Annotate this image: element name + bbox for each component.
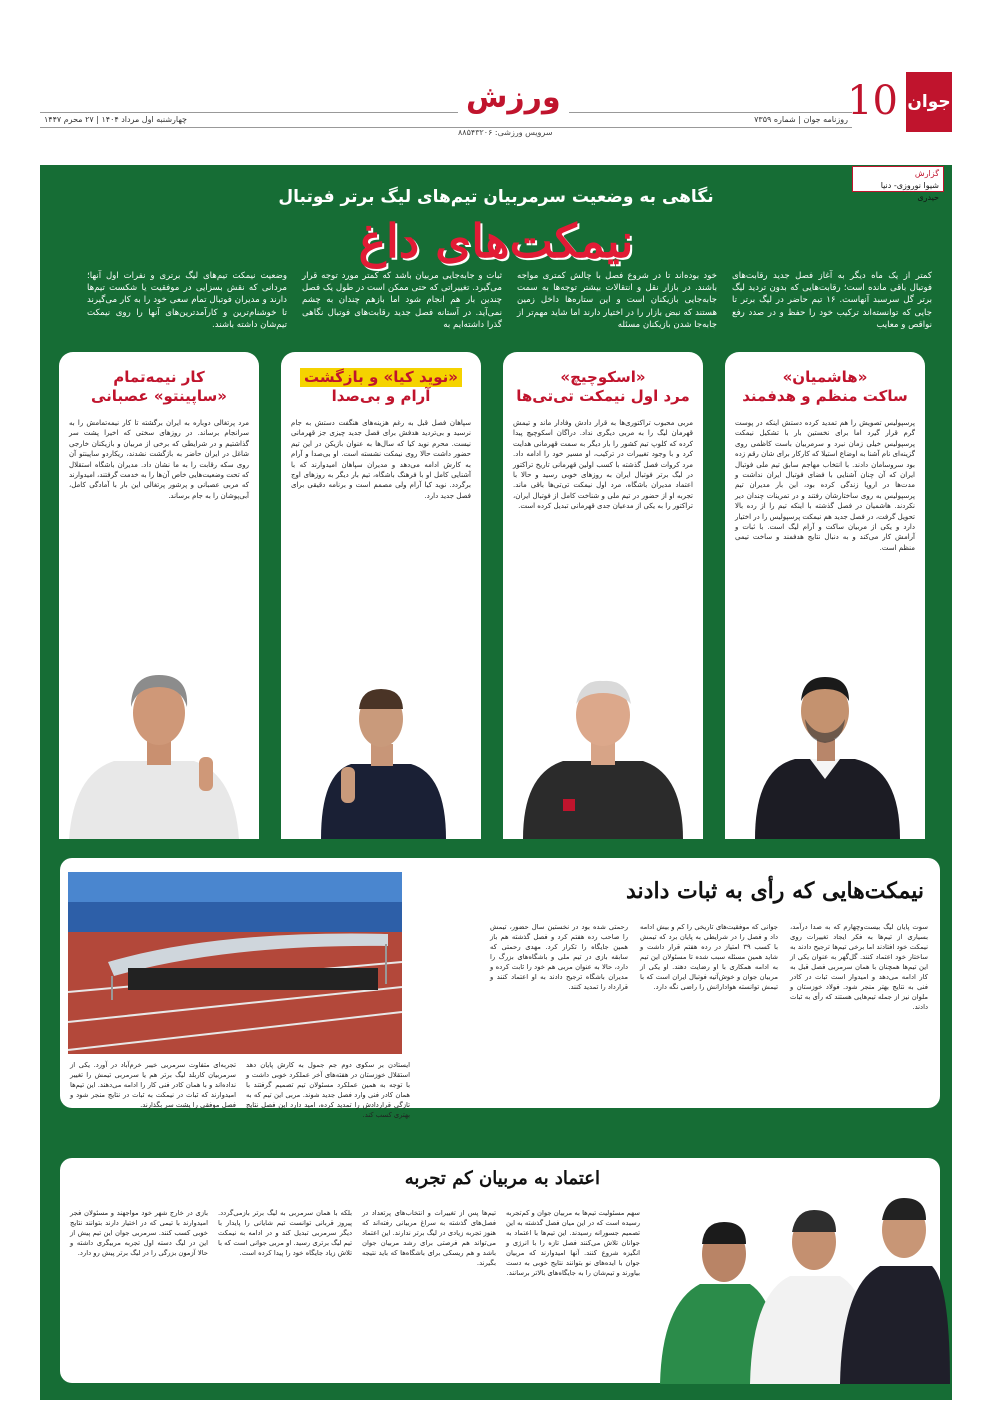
card-title bbox=[281, 352, 481, 414]
card-title-name: کار نیمه‌تمام bbox=[113, 368, 205, 386]
coach-card-navidkia bbox=[281, 352, 481, 839]
coach-card-sapinto bbox=[59, 352, 259, 839]
issue-info: روزنامه جوان | شماره ۷۳۵۹ bbox=[754, 115, 848, 124]
benches-title: نیمکت‌هایی که رأی به ثبات دادند bbox=[626, 878, 924, 904]
section-name: ورزش bbox=[458, 80, 569, 116]
newspaper-logo: جوان bbox=[906, 72, 952, 132]
coach-card-hashemian bbox=[725, 352, 925, 839]
issue-line bbox=[40, 112, 852, 128]
benches-column-1: سوت پایان لیگ بیست‌وچهارم که به صدا درآمد، بسیاری از تیم‌ها به فکر ایجاد تغییرات روی نیمکت خود افتادند اما برخی تیم‌ها ترجیح دادند به ساختار خود اعتماد کنند. گل‌گهر به عنوان یکی از این تیم‌ها همچنان با همان سرمربی فصل قبل به کار ادامه می‌دهد و امیدوار است ثبات در کادر فنی به نتایج بهتر منجر شود. فولاد خوزستان و ملوان نیز از جمله تیم‌هایی هستند که رأی به ثبات دادند. bbox=[790, 923, 928, 1011]
coach-photo bbox=[59, 649, 259, 839]
coach-photo bbox=[281, 649, 481, 839]
benches-column-4: ایستادن بر سکوی دوم جم جمول به کارش پایان دهد استقلال خوزستان در هفته‌های آخر عملکرد خوبی داشت و با توجه به همین عملکرد مسئولان تیم تصمیم گرفتند با همان کادر فنی وارد فصل جدید شوند. مربی این تیم که به تازگی قراردادش را تمدید کرده، امید دارد این فصل نتایج بهتری کسب کند. bbox=[246, 1061, 410, 1119]
card-body: پرسپولیس تصویش را هم تمدید کرده دستش اینکه در پوست گرم قرار گیرد اما برای نخستین بار با تشکیل نیمکت پرسپولیس خیلی زمان نبرد و سرمربیان باست کاظمی روی گزینه‌ای نام آشنا به اوضاع استیلا که کارکار برای شان رقم زده بود سروسامان دادند. با انتخاب مهاجم سابق تیم ملی فوتبال ایران که آن چنان آشنایی با فضای فوتبال ایران نداشت و مدت‌ها در اروپا زندگی کرده بود، این بار مدیران تیم پرسپولیس به روی ساختارشان رفتند و در تمرینات چندان دیر نکردند. هاشمیان در فصل گذشته با اینکه تیم را از رده بالا تحویل گرفت، در فصل جدید هم نیمکت پرسپولیس را در اختیار دارد و یکی از مربیان ساکت و آرام لیگ است. با ثبات و آرامش کار می‌کند و به دنبال نتایج هدفمند و ساخت تیمی منظم است. bbox=[735, 419, 915, 552]
young-coaches-title: اعتماد به مربیان کم تجربه bbox=[404, 1168, 600, 1189]
article-headline: نیمکت‌های داغ bbox=[358, 214, 634, 268]
card-body: مرد پرتغالی دوباره به ایران برگشته تا کار نیمه‌تمامش را به سرانجام برساند. در روزهای سختی که اخیرا پشت سر گذاشتیم و در شرایطی که برخی از مربیان و بازیکنان خارجی شاغل در ایران حاضر به بازگشت نشدند، ریکاردو ساپینتو آن روی سکه رقابت را به ما نشان داد. مدیران باشگاه استقلال که تحت وضعیت‌هایی خاص آن‌ها را به خدمت گرفتند، امیدوارند که مربی عصبانی و پرشور پرتغالی این بار با آمادگی کامل، آبی‌پوشان را به جام برساند. bbox=[69, 419, 249, 500]
young-column-2: تیم‌ها پس از تغییرات و انتخاب‌های پرتعداد در فصل‌های گذشته به سراغ مربیانی رفته‌اند که هنوز تجربه زیادی در لیگ برتر ندارند. این اعتماد می‌تواند هم فرصتی برای رشد مربیان جوان باشد و هم ریسکی برای باشگاه‌ها که باید نتیجه بگیرند. bbox=[362, 1209, 496, 1267]
intro-column-2: خود بوده‌اند تا در شروع فصل با چالش کمتری مواجه باشند. در بازار نقل و انتقالات بیشتر توجه‌ها به سمت جابه‌جایی بازیکنان است و این ستاره‌ها داخل زمین هستند که نبض بازار را در اختیار دارند اما شاید مهم‌تر از جابه‌جا شدن بازیکنان مسئله bbox=[517, 271, 717, 330]
card-body: سپاهان فصل قبل به رغم هزینه‌های هنگفت دستش به جام نرسید و بی‌تردید هدفش برای فصل جدید چیزی جز قهرمانی نیست. محرم نوید کیا که سال‌ها به عنوان بازیکن در این تیم حضور داشت حالا روی نیمکت نشسته است. او بی‌صدا و آرام به کارش ادامه می‌دهد و مدیران سپاهان امیدوارند که با آشنایی کامل او با فرهنگ باشگاه، تیم بار دیگر به روزهای اوج برگردد. نوید کیا آرام ولی مصمم است و برنامه دقیقی برای فصل جدید دارد. bbox=[291, 419, 471, 500]
report-authors: شیوا نوروزی- دنیا حیدری bbox=[880, 181, 939, 202]
masthead bbox=[40, 72, 952, 142]
coach-photo bbox=[725, 649, 925, 839]
bench-photo bbox=[68, 872, 402, 1054]
benches-column-3: رحمتی شده بود در نخستین سال حضور، تیمش را صاحب رده هفتم کرد و فصل گذشته هم باز همین جایگاه را تکرار کرد. مهدی رحمتی که سابقه بازی در تیم ملی و باشگاه‌های بزرگ را دارد، حالا به عنوان مربی هم خود را ثابت کرده و مدیران باشگاه ترجیح دادند به او اعتماد کنند و قرارداد را تمدید کنند. bbox=[490, 923, 628, 991]
report-label: گزارش bbox=[914, 169, 939, 178]
card-title-sub: مرد اول نیمکت تی‌تی‌ها bbox=[516, 387, 690, 405]
stadium-bench-image bbox=[68, 872, 402, 1054]
coach-card-skocic bbox=[503, 352, 703, 839]
young-column-3: بلکه با همان سرمربی به لیگ برتر بازمی‌گردد. پیروز قربانی توانست تیم شایانی را پایدار با دیگر سرمربی تبدیل کند و در ادامه به نیمکت تیم لیگ برتری رسید. او مربی جوانی است که با تلاش زیاد جایگاه خود را پیدا کرده است. bbox=[218, 1209, 352, 1257]
card-title bbox=[503, 352, 703, 414]
young-coaches-photo bbox=[650, 1134, 950, 1384]
card-title-sub: آرام و بی‌صدا bbox=[331, 387, 431, 405]
card-title-name: «هاشمیان» bbox=[782, 368, 868, 386]
page-number: 10 bbox=[847, 78, 898, 124]
card-body: مربی محبوب تراکتوری‌ها به قرار دادش وفادار ماند و تیمش قهرمان لیگ را به مربی دیگری نداد. دراگان اسکوچیچ پیدا کرده که کلوپ تیم کشور را بار دیگر به سمت قهرمانی هدایت کرد و با وجود تغییرات در ترکیب، او مسیر خود را ادامه داد. مرد کروات فصل گذشته با کسب اولین قهرمانی تاریخ تراکتور در لیگ برتر فوتبال ایران به روزهای خوبی رسید و حالا با اعتماد مدیران باشگاه، مرد اول نیمکت تی‌تی‌ها باقی ماند. تجربه او از حضور در تیم ملی و شناخت کامل از فوتبال ایران، تراکتور را به یکی از مدعیان جدی قهرمانی تبدیل کرده است. bbox=[513, 419, 693, 511]
intro-column-4: وضعیت نیمکت تیم‌های لیگ برتری و نفرات اول آنها؛ مردانی که نقش بسزایی در موفقیت یا شکست تیم‌ها دارند و مدیران فوتبال تمام سعی خود را به کار می‌گیرند تا خوشنام‌ترین و کارآمدترین‌های آنها را روی نیمکت تیم‌شان داشته باشند. bbox=[87, 271, 287, 330]
card-title-name: «نوید کیا» و بازگشت bbox=[300, 368, 462, 387]
card-title-name: «اسکوچیچ» bbox=[560, 368, 646, 386]
benches-box bbox=[60, 858, 940, 1119]
section-subtitle: سرویس ورزشی: ۸۸۵۴۳۲۰۶ bbox=[458, 128, 553, 137]
intro-column-1: کمتر از یک ماه دیگر به آغاز فصل جدید رقابت‌های فوتبال باقی مانده است؛ رقابت‌هایی که بدون تردید لیگ برتر گل سرسبد آنهاست. ۱۶ تیم حاضر در لیگ برتر تا جایی که توانسته‌اند ترکیب خود را حفظ و در صدد رفع نواقص و معایب bbox=[732, 271, 932, 330]
card-title-sub: ساکت منظم و هدفمند bbox=[742, 387, 908, 405]
benches-column-2: جوانی که موفقیت‌های تاریخی را کم و بیش ادامه داد و فصل را در شرایطی به پایان برد که تیمش با کسب ۳۹ امتیاز در رده هفتم قرار داشت و شاید همین مسئله سبب شده تا مسئولان این تیم به ادامه همکاری با او رضایت دهند. او یکی از مربیان جوان و خوش‌آتیه فوتبال ایران است که با تیمش توانسته هوادارانش را راضی نگه دارد. bbox=[640, 923, 778, 991]
young-column-1: سهم مسئولیت تیم‌ها به مربیان جوان و کم‌تجربه رسیده است که در این میان فصل گذشته به این تصمیم جسورانه رسیدند. این تیم‌ها با اعتماد به جوانان تلاش می‌کنند فصل تازه را با انرژی و انگیزه شروع کنند. آنها امیدوارند که مربیان جوان با ایده‌های نو بتوانند نتایج خوبی به دست بیاورند و تیم‌شان را به جایگاه‌های بالاتر برسانند. bbox=[506, 1209, 640, 1277]
issue-date: چهارشنبه اول مرداد ۱۴۰۴ | ۲۷ محرم ۱۴۴۷ bbox=[44, 115, 187, 124]
article-kicker: نگاهی به وضعیت سرمربیان تیم‌های لیگ برتر فوتبال bbox=[278, 187, 714, 207]
coach-photo bbox=[503, 649, 703, 839]
card-title bbox=[59, 352, 259, 414]
young-coaches-box bbox=[60, 1158, 940, 1383]
benches-column-5: تجربه‌ای متفاوت سرمربی خیبر خرم‌آباد در آورد. یکی از سرمربیان کاربلد لیگ برتر هم یا سرمربی تیمش را تغییر نداده‌اند و با همان کادر فنی کار را ادامه می‌دهند. این تیم‌ها امیدوارند که ثبات در نیمکت به ثبات در نتایج منجر شود و فصل موفقی را پشت سر بگذارند. bbox=[70, 1061, 236, 1109]
young-column-4: بازی در خارج شهر خود مواجهند و مسئولان فجر امیدوارند با تیمی که در اختیار دارند بتوانند نتایج خوبی کسب کنند. سرمربی جوان این تیم پیش از این در لیگ دسته اول تجربه مربیگری داشته و حالا آزمون بزرگی را در لیگ برتر پیش رو دارد. bbox=[70, 1209, 208, 1257]
intro-column-3: ثبات و جابه‌جایی مربیان باشد که کمتر مورد توجه قرار می‌گیرد. تغییراتی که حتی ممکن است در طول یک فصل چندین بار هم انجام شود اما بازهم چندان به چشم نمی‌آید. در آستانه فصل جدید رقابت‌های فوتبال نگاهی گذرا داشته‌ایم به bbox=[302, 271, 502, 330]
card-title-sub: «ساپینتو» عصبانی bbox=[91, 387, 227, 405]
card-title bbox=[725, 352, 925, 414]
